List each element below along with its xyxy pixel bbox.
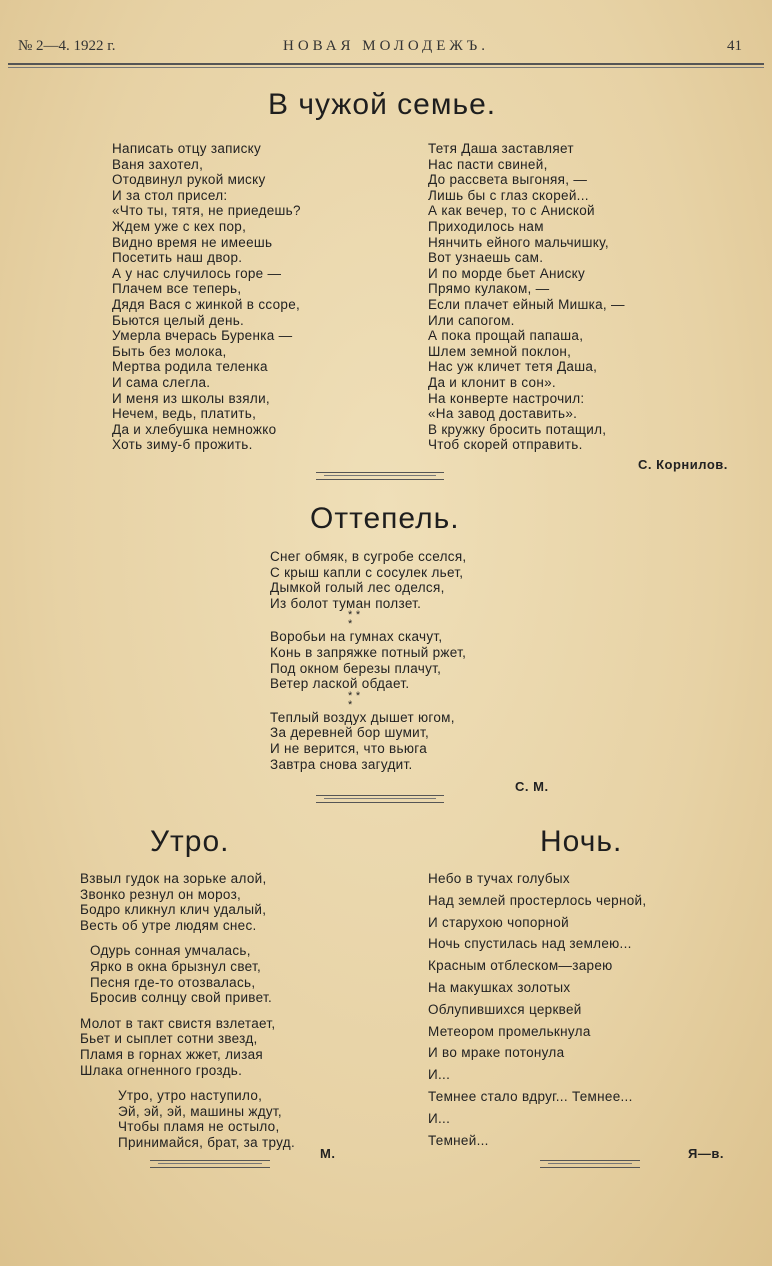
stanza-separator: * * * — [348, 609, 361, 631]
poem-line: Бьет и сыплет сотни звезд, — [80, 1031, 258, 1047]
poem-line: Утро, утро наступило, — [118, 1088, 263, 1104]
poem-title-utro: Утро. — [150, 825, 230, 858]
poem-line: До рассвета выгоняя, — — [428, 172, 588, 188]
poem-line: И сама слегла. — [112, 374, 211, 390]
poem-line: Конь в запряжке потный ржет, — [270, 644, 467, 660]
issue-number: № 2—4. 1922 г. — [18, 38, 116, 54]
poem-line: Написать отцу записку — [112, 141, 262, 156]
stanza-gap — [80, 1078, 295, 1088]
poem-line: Видно время не имеешь — [112, 234, 273, 250]
page-header — [0, 38, 772, 62]
poem-line: Если плачет ейный Мишка, — — [428, 296, 625, 312]
poem-title-ottepel: Оттепель. — [310, 502, 460, 535]
poem-line: Лишь бы с глаз скорей... — [428, 187, 589, 203]
poem3-author: М. — [320, 1146, 336, 1161]
poem-line: И не верится, что вьюга — [270, 740, 428, 756]
poem-line: Эй, эй, эй, машины ждут, — [118, 1103, 282, 1119]
poem-line: Нас пасти свиней, — [428, 156, 548, 172]
poem-line: На макушках золотых — [428, 979, 571, 995]
poem-title-noch: Ночь. — [540, 825, 623, 858]
poem-line: Над землей простерлось черной, — [428, 892, 647, 908]
poem-line: Мертва родила теленка — [112, 359, 268, 375]
poem1-author: С. Корнилов. — [638, 457, 728, 472]
poem-line: Дядя Вася с жинкой в ссоре, — [112, 296, 301, 312]
poem-line: Одурь сонная умчалась, — [90, 943, 251, 959]
poem-line: Облупившихся церквей — [428, 1001, 582, 1017]
poem-line: А у нас случилось горе — — [112, 265, 282, 281]
poem-line: Взвыл гудок на зорьке алой, — [80, 871, 267, 886]
poem-line: Да и хлебушка немножко — [112, 421, 277, 437]
poem-line: И... — [428, 1067, 451, 1083]
poem-line: Дымкой голый лес оделся, — [270, 580, 445, 596]
poem-line: Пламя в горнах жжет, лизая — [80, 1046, 263, 1062]
poem-line: Приходилось нам — [428, 218, 544, 234]
poem-line: И... — [428, 1110, 451, 1126]
page-number: 41 — [727, 38, 742, 54]
poem2-author: С. М. — [515, 779, 549, 794]
section-divider — [316, 472, 444, 480]
poem-title-chuzhoy-seme: В чужой семье. — [268, 88, 497, 121]
poem-line: С крыш капли с сосулек льет, — [270, 564, 464, 580]
poem-line: Шлака огненного гроздь. — [80, 1062, 243, 1078]
poem-line: Бодро кликнул клич удалый, — [80, 902, 267, 918]
section-divider — [540, 1160, 640, 1168]
poem-line: А как вечер, то с Аниской — [428, 203, 595, 219]
poem-line: Завтра снова загудит. — [270, 756, 413, 772]
poem-line: Отодвинул рукой миску — [112, 172, 266, 188]
poem-line: Бросив солнцу свой привет. — [90, 990, 273, 1006]
poem-line: Ветер лаской обдает. — [270, 676, 410, 692]
poem-line: Да и клонит в сон». — [428, 374, 556, 390]
poem-line: За деревней бор шумит, — [270, 725, 430, 741]
stanza-gap — [80, 1006, 295, 1016]
poem-line: Нянчить ейного мальчишку, — [428, 234, 609, 250]
poem-line: Посетить наш двор. — [112, 250, 243, 266]
poem-line: Или сапогом. — [428, 312, 515, 328]
poem-line: Хоть зиму-б прожить. — [112, 437, 253, 453]
poem-line: Темнее стало вдруг... Темнее... — [428, 1088, 633, 1104]
poem-line: Теплый воздух дышет югом, — [270, 709, 455, 725]
poem-line: И во мраке потонула — [428, 1045, 565, 1061]
poem-line: Ждем уже с кех пор, — [112, 218, 247, 234]
poem-line: Бьются целый день. — [112, 312, 245, 328]
poem-line: «Что ты, тятя, не приедешь? — [112, 203, 301, 219]
poem-line: И за стол присел: — [112, 187, 228, 203]
poem-line: Быть без молока, — [112, 343, 227, 359]
poem1-left-column — [112, 141, 301, 453]
poem-line: Звонко резнул он мороз, — [80, 886, 242, 902]
poem-line: Нечем, ведь, платить, — [112, 406, 257, 422]
poem-line: Красным отблеском—зарею — [428, 958, 613, 974]
poem-line: Нас уж кличет тетя Даша, — [428, 359, 598, 375]
poem-line: Весть об утре людям снес. — [80, 917, 257, 933]
poem-line: Чтоб скорей отправить. — [428, 437, 583, 453]
poem-line: Прямо кулаком, — — [428, 281, 550, 297]
poem-line: Принимайся, брат, за труд. — [118, 1134, 295, 1150]
header-rule-thin — [8, 67, 764, 68]
poem-line: Плачем все теперь, — [112, 281, 242, 297]
poem-line: Снег обмяк, в сугробе сселся, — [270, 549, 467, 564]
poem-line: На конверте настрочил: — [428, 390, 585, 406]
poem-line: Тетя Даша заставляет — [428, 141, 574, 156]
poem-line: И меня из школы взяли, — [112, 390, 270, 406]
poem-line: Молот в такт свистя взлетает, — [80, 1015, 276, 1031]
poem4-column — [428, 868, 646, 1151]
poem-line: Из болот туман ползет. — [270, 595, 422, 611]
poem-line: Песня где-то отозвалась, — [90, 974, 256, 990]
poem-line: Темней... — [428, 1132, 489, 1148]
poem3-column — [80, 871, 295, 1151]
poem-line: А пока прощай папаша, — [428, 328, 584, 344]
poem-line: Вот узнаешь сам. — [428, 250, 544, 266]
poem-line: Ночь спустилась над землею... — [428, 936, 632, 952]
poem-line: Ваня захотел, — [112, 156, 204, 172]
poem-line: Воробьи на гумнах скачут, — [270, 629, 443, 645]
poem-line: Под окном березы плачут, — [270, 660, 442, 676]
header-rule — [8, 63, 764, 65]
stanza-gap — [80, 933, 295, 943]
poem-line: Чтобы пламя не остыло, — [118, 1119, 280, 1135]
poem-line: Шлем земной поклон, — [428, 343, 572, 359]
magazine-title: НОВАЯ МОЛОДЕЖЪ. — [282, 38, 490, 54]
poem-line: И старухою чопорной — [428, 914, 569, 930]
section-divider — [150, 1160, 270, 1168]
poem-line: Умерла вчерась Буренка — — [112, 328, 293, 344]
poem-line: Метеором промелькнула — [428, 1023, 591, 1039]
poem4-author: Я—в. — [688, 1146, 724, 1161]
poem-line: В кружку бросить потащил, — [428, 421, 607, 437]
poem-line: Ярко в окна брызнул свет, — [90, 958, 262, 974]
poem-line: И по морде бьет Аниску — [428, 265, 586, 281]
section-divider — [316, 795, 444, 803]
poem-line: «На завод доставить». — [428, 406, 578, 422]
poem2-column — [270, 549, 466, 772]
poem-line: Небо в тучах голубых — [428, 871, 570, 886]
stanza-separator: * * * — [348, 689, 361, 711]
poem1-right-column — [428, 141, 625, 453]
